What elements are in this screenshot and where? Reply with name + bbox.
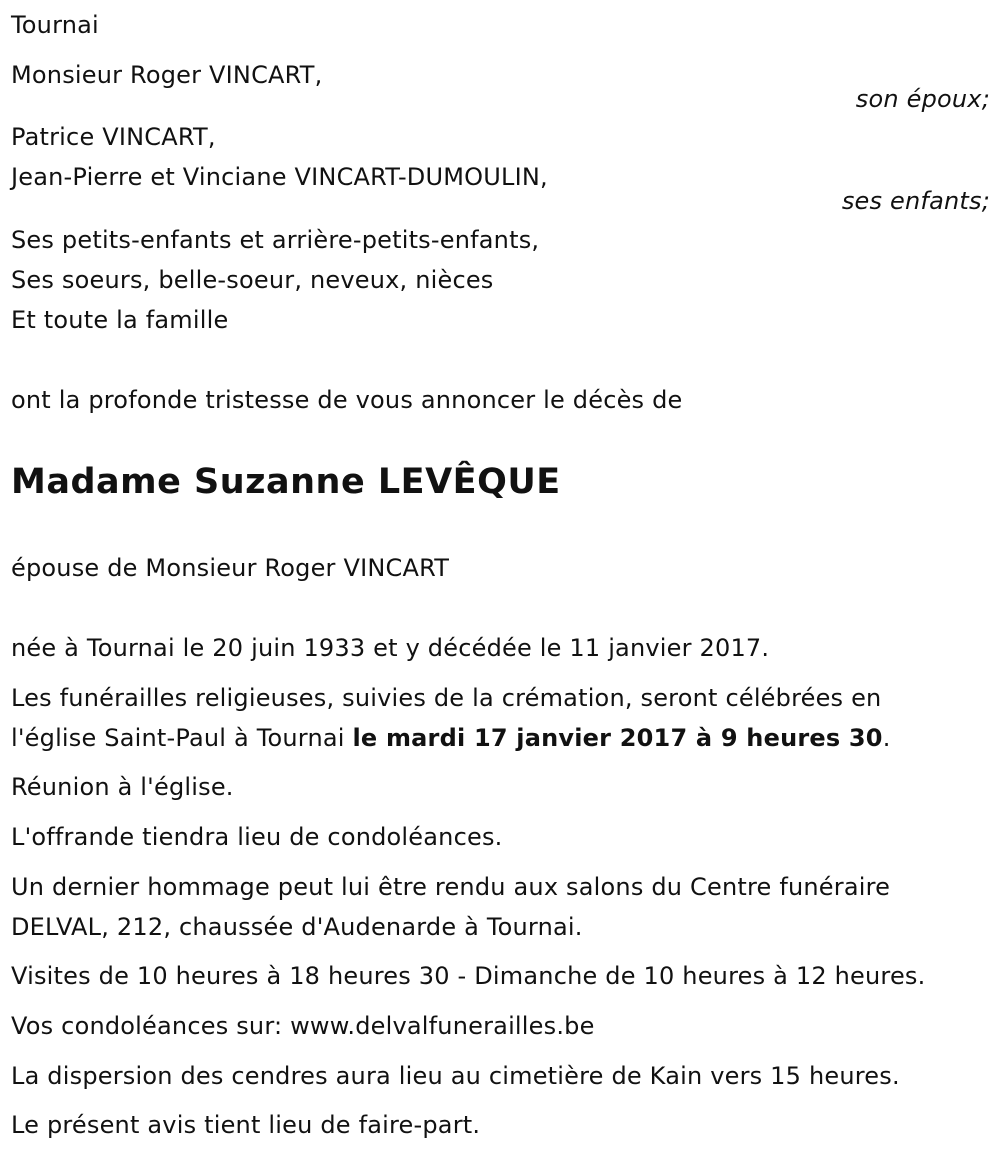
birth-death-text: née à Tournai le 20 juin 1933 et y décédée le 11 janvier 2017. bbox=[11, 634, 770, 662]
funeral-line-1: Les funérailles religieuses, suivies de la crémation, seront célébrées en bbox=[11, 684, 882, 712]
tribute-line-1: Un dernier hommage peut lui être rendu aux salons du Centre funéraire bbox=[11, 873, 891, 901]
condolences-text: Vos condoléances sur: www.delvalfunerailles.be bbox=[11, 1012, 595, 1040]
visits-text: Visites de 10 heures à 18 heures 30 - Dimanche de 10 heures à 12 heures. bbox=[11, 962, 926, 990]
funeral-place: l'église Saint-Paul à Tournai bbox=[11, 724, 353, 752]
funeral-datetime: le mardi 17 janvier 2017 à 9 heures 30 bbox=[352, 724, 883, 752]
funeral-line-2 bbox=[11, 723, 891, 753]
spouse-role: son époux; bbox=[855, 85, 990, 113]
child-name: Jean-Pierre et Vinciane VINCART-DUMOULIN, bbox=[11, 163, 548, 191]
deceased-relation: épouse de Monsieur Roger VINCART bbox=[11, 554, 450, 582]
funeral-punctuation: . bbox=[882, 724, 891, 752]
tribute-line-2: DELVAL, 212, chaussée d'Audenarde à Tournai. bbox=[11, 913, 583, 941]
family-line: Et toute la famille bbox=[11, 306, 229, 334]
family-line: Ses petits-enfants et arrière-petits-enfants, bbox=[11, 226, 540, 254]
ashes-text: La dispersion des cendres aura lieu au cimetière de Kain vers 15 heures. bbox=[11, 1062, 900, 1090]
deceased-name: Madame Suzanne LEVÊQUE bbox=[11, 462, 561, 502]
notice-text: Le présent avis tient lieu de faire-part. bbox=[11, 1111, 481, 1139]
meeting-text: Réunion à l'église. bbox=[11, 773, 234, 801]
children-role: ses enfants; bbox=[841, 187, 990, 215]
offering-text: L'offrande tiendra lieu de condoléances. bbox=[11, 823, 503, 851]
announcement-text: ont la profonde tristesse de vous annoncer le décès de bbox=[11, 386, 683, 414]
child-name: Patrice VINCART, bbox=[11, 123, 216, 151]
city-heading: Tournai bbox=[11, 11, 99, 39]
spouse-name: Monsieur Roger VINCART, bbox=[11, 61, 323, 89]
family-line: Ses soeurs, belle-soeur, neveux, nièces bbox=[11, 266, 494, 294]
